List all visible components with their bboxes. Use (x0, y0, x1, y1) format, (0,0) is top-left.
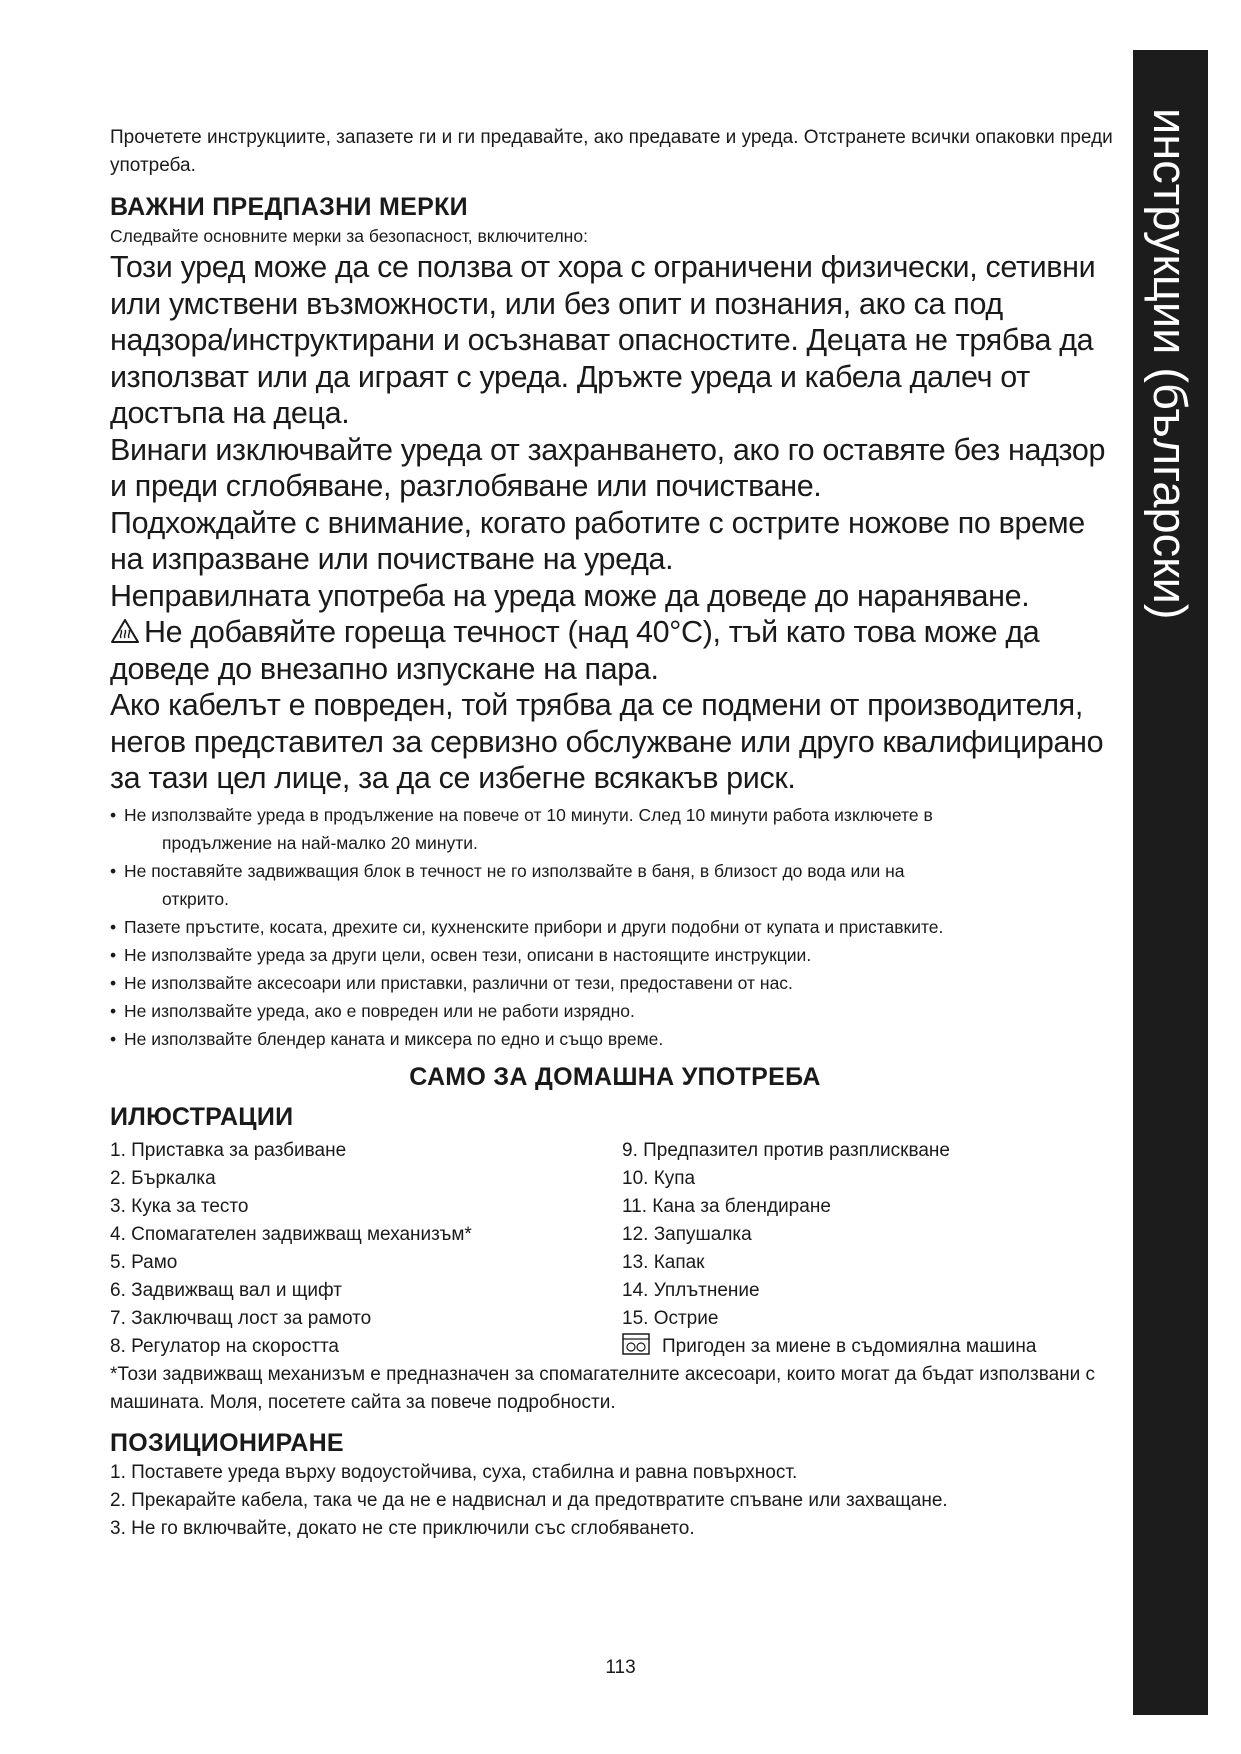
list-item: 4. Спомагателен задвижващ механизъм* (110, 1223, 472, 1245)
safety-para-4: Неправилната употреба на уреда може да доведе до нараняване. (110, 578, 1030, 613)
safety-para-5 (110, 614, 1120, 687)
list-item: 6. Задвижващ вал и щифт (110, 1279, 342, 1301)
page-number: 113 (605, 1657, 636, 1678)
list-item: 2. Бъркалка (110, 1167, 216, 1189)
list-item: 13. Капак (622, 1251, 705, 1273)
list-item: 5. Рамо (110, 1251, 178, 1273)
bullet-item: • Не използвайте уреда в продължение на повече от 10 минути. След 10 минути работа изключете в продължение на най-малко 20 минути. (110, 804, 933, 853)
safety-para-5-text: Не добавяйте гореща течност (над 40°C), тъй като това може да доведе до внезапно изпускане на пара. (110, 615, 1040, 686)
list-item: 12. Запушалка (622, 1223, 752, 1245)
illustrations-list (110, 1137, 1120, 1361)
list-item: 3. Кука за тесто (110, 1195, 249, 1217)
positioning-title: ПОЗИЦИОНИРАНЕ (110, 1428, 344, 1457)
list-item: 14. Уплътнение (622, 1279, 760, 1301)
list-item: 2. Прекарайте кабела, така че да не е надвиснал и да предотвратите спъване или захващане. (110, 1489, 948, 1511)
list-item: 3. Не го включвайте, докато не сте приключили със сглобяването. (110, 1517, 695, 1539)
bullet-item: • Не използвайте уреда за други цели, освен тези, описани в настоящите инструкции. (110, 944, 812, 965)
list-item: 8. Регулатор на скоростта (110, 1335, 340, 1357)
intro-text: Прочетете инструкциите, запазете ги и ги предавайте, ако предавате и уреда. Отстранете всички опаковки преди употреба. (110, 127, 1113, 176)
bullet-item: • Не използвайте аксесоари или приставки, различни от тези, предоставени от нас. (110, 972, 793, 993)
illustrations-left-column (110, 1137, 622, 1361)
dishwasher-safe-label: Пригоден за миене в съдомиялна машина (662, 1335, 1037, 1357)
dishwasher-icon (622, 1333, 650, 1355)
bullet-item: • Не използвайте блендер каната и миксера по едно и също време. (110, 1028, 664, 1049)
safety-title: ВАЖНИ ПРЕДПАЗНИ МЕРКИ (110, 193, 468, 221)
list-item: 1. Поставете уреда върху водоустойчива, суха, стабилна и равна повърхност. (110, 1461, 798, 1483)
list-item: 9. Предпазител против разплискване (622, 1139, 950, 1161)
safety-para-1: Този уред може да се ползва от хора с ограничени физически, сетивни или умствени възможности, или без опит и познания, ако са под надзора/инструктирани и осъзнават опасностите. Децата не трябва да използват или да играят с уреда. Дръжте уреда и кабела далеч от достъпа на деца. (110, 250, 1096, 430)
safety-bullet-list (110, 801, 1120, 1053)
illustrations-footnote: *Този задвижващ механизъм е предназначен за спомагателните аксесоари, които могат да бъдат използвани с машината. Моля, посетете сайта за повече подробности. (110, 1363, 1096, 1413)
illustrations-title: ИЛЮСТРАЦИИ (110, 1102, 294, 1131)
safety-para-6: Ако кабелът е повреден, той трябва да се подмени от производителя, негов представител за сервизно обслужване или друго квалифицирано за тази цел лице, за да се избегне всякакъв риск. (110, 688, 1104, 795)
positioning-list (110, 1459, 1120, 1543)
list-item: 15. Острие (622, 1307, 719, 1329)
bullet-item: • Пазете пръстите, косата, дрехите си, кухненските прибори и други подобни от купата и приставките. (110, 916, 944, 937)
list-item: 1. Приставка за разбиване (110, 1139, 347, 1161)
list-item: 7. Заключващ лост за рамото (110, 1307, 372, 1329)
safety-para-3: Подхождайте с внимание, когато работите с острите ножове по време на изпразване или почистване на уреда. (110, 505, 1085, 576)
bullet-item: • Не поставяйте задвижващия блок в течност не го използвайте в баня, в близост до вода или на открито. (110, 860, 905, 909)
bullet-item: • Не използвайте уреда, ако е повреден или не работи изрядно. (110, 1000, 635, 1021)
illustrations-right-column (622, 1137, 1120, 1361)
household-use-title: САМО ЗА ДОМАШНА УПОТРЕБА (409, 1062, 821, 1091)
list-item: 10. Купа (622, 1167, 696, 1189)
safety-para-2: Винаги изключвайте уреда от захранването, ако го оставяте без надзор и преди сглобяване, разглобяване или почистване. (110, 432, 1106, 503)
hot-steam-warning-icon (110, 618, 140, 644)
side-tab-label: инструкции (български) (1144, 108, 1197, 620)
page-content (110, 124, 1120, 1543)
list-item: 11. Кана за блендиране (622, 1195, 831, 1217)
dishwasher-safe-item (622, 1333, 1120, 1361)
safety-subtitle: Следвайте основните мерки за безопасност, включително: (110, 226, 588, 246)
